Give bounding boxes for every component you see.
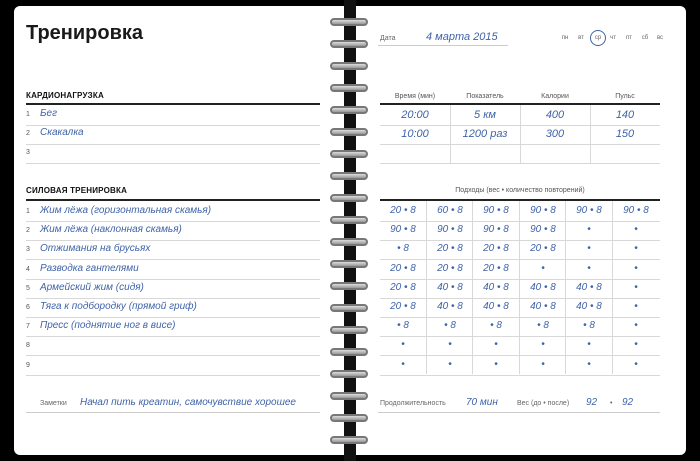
date-line xyxy=(378,45,508,46)
spiral-ring xyxy=(330,370,368,378)
set-cell[interactable]: 40 • 8 xyxy=(437,301,463,312)
row-line xyxy=(26,355,320,356)
cardio-row-name[interactable]: Скакалка xyxy=(40,127,84,138)
column-divider xyxy=(565,201,566,374)
row-line xyxy=(26,125,320,126)
set-cell[interactable]: 20 • 8 xyxy=(437,243,463,255)
cardio-cell-time[interactable]: 10:00 xyxy=(401,128,429,140)
strength-divider xyxy=(26,199,320,201)
strength-row-number: 6 xyxy=(26,304,30,311)
set-cell[interactable]: 40 • 8 xyxy=(437,281,463,293)
strength-row-name[interactable]: Тяга к подбородку (прямой гриф) xyxy=(40,301,197,312)
notes-value[interactable]: Начал пить креатин, самочувствие хорошее xyxy=(80,397,296,408)
row-line xyxy=(26,240,320,241)
cardio-cell-calories[interactable]: 400 xyxy=(545,109,565,121)
weekday-6[interactable]: вс xyxy=(656,35,664,41)
set-cell[interactable]: • xyxy=(448,358,452,370)
spiral-ring xyxy=(330,172,368,180)
date-label: Дата xyxy=(380,35,396,42)
row-line xyxy=(26,375,320,376)
set-cell[interactable]: • xyxy=(541,358,545,370)
row-line xyxy=(26,298,320,299)
spiral-ring xyxy=(330,40,368,48)
strength-row-number: 9 xyxy=(26,361,30,369)
cardio-row-name[interactable]: Бег xyxy=(40,108,58,119)
set-cell[interactable]: 40 • 8 xyxy=(576,281,602,293)
set-cell[interactable]: • 8 xyxy=(490,320,502,332)
weight-separator: • xyxy=(610,400,613,407)
set-cell[interactable]: 90 • 8 xyxy=(623,205,649,216)
set-cell[interactable]: • 8 xyxy=(583,320,595,332)
sets-header: Подходы (вес • количество повторений) xyxy=(455,187,585,194)
row-line xyxy=(380,163,660,164)
spiral-ring xyxy=(330,84,368,92)
spiral-ring xyxy=(330,392,368,400)
set-cell[interactable]: 20 • 8 xyxy=(390,301,416,312)
cardio-cell-pulse[interactable]: 140 xyxy=(615,109,635,121)
row-line xyxy=(26,144,320,145)
spiral-ring xyxy=(330,348,368,356)
row-line xyxy=(26,163,320,164)
weekday-3[interactable]: чт xyxy=(610,35,616,41)
spiral-ring xyxy=(330,414,368,422)
strength-row-number: 4 xyxy=(26,265,30,273)
row-line xyxy=(26,221,320,222)
row-line xyxy=(380,279,660,280)
row-line xyxy=(26,259,320,260)
cardio-section-title: КАРДИОНАГРУЗКА xyxy=(26,91,104,100)
strength-row-number: 7 xyxy=(26,323,30,331)
set-cell[interactable]: 20 • 8 xyxy=(483,262,509,274)
set-cell[interactable]: • xyxy=(634,281,638,293)
strength-row-name[interactable]: Армейский жим (сидя) xyxy=(40,281,144,293)
spiral-ring xyxy=(330,18,368,26)
strength-row-name[interactable]: Жим лёжа (наклонная скамья) xyxy=(40,224,182,236)
summary-line xyxy=(378,412,660,413)
set-cell[interactable]: • xyxy=(587,358,591,370)
column-divider xyxy=(426,201,427,374)
weekday-1[interactable]: вт xyxy=(578,35,584,41)
strength-row-name[interactable]: Жим лёжа (горизонтальная скамья) xyxy=(40,205,212,216)
spiral-ring xyxy=(330,194,368,202)
set-cell[interactable]: • xyxy=(401,358,405,370)
set-cell[interactable]: 40 • 8 xyxy=(530,301,556,312)
strength-row-name[interactable]: Пресс (поднятие ног в висе) xyxy=(40,320,176,332)
spiral-ring xyxy=(330,106,368,114)
cardio-row-number: 2 xyxy=(26,130,30,137)
weekday-4[interactable]: пт xyxy=(626,35,632,41)
cardio-cell-calories[interactable]: 300 xyxy=(545,128,565,140)
duration-label: Продолжительность xyxy=(380,400,446,407)
spiral-ring xyxy=(330,282,368,290)
set-cell[interactable]: • xyxy=(494,339,498,351)
spiral-ring xyxy=(330,260,368,268)
weight-after[interactable]: 92 xyxy=(622,397,634,408)
row-line xyxy=(26,317,320,318)
page-title: Тренировка xyxy=(26,22,144,44)
column-divider xyxy=(612,201,613,374)
set-cell[interactable]: 20 • 8 xyxy=(530,243,556,255)
cardio-cell-metric[interactable]: 5 км xyxy=(474,109,496,121)
set-cell[interactable]: 20 • 8 xyxy=(437,262,463,274)
row-line xyxy=(380,240,660,241)
set-cell[interactable]: 40 • 8 xyxy=(576,301,602,312)
strength-row-number: 3 xyxy=(26,246,30,254)
strength-section-title: СИЛОВАЯ ТРЕНИРОВКА xyxy=(26,186,128,195)
set-cell[interactable]: • xyxy=(634,224,638,236)
set-cell[interactable]: 20 • 8 xyxy=(483,243,509,255)
row-line xyxy=(380,355,660,356)
spiral-ring xyxy=(330,150,368,158)
row-line xyxy=(380,298,660,299)
spiral-ring xyxy=(330,304,368,312)
weekday-0[interactable]: пн xyxy=(561,35,569,41)
column-divider xyxy=(520,105,521,163)
notes-line xyxy=(26,412,320,413)
column-divider xyxy=(472,201,473,374)
set-cell[interactable]: 20 • 8 xyxy=(390,205,416,216)
set-cell[interactable]: • xyxy=(541,339,545,351)
cardio-divider xyxy=(26,103,320,105)
strength-row-name[interactable]: Разводка гантелями xyxy=(40,262,139,274)
duration-value[interactable]: 70 мин xyxy=(466,397,498,408)
cardio-col-header: Пульс xyxy=(615,93,635,100)
spiral-ring xyxy=(330,128,368,136)
cardio-row-number: 3 xyxy=(26,149,30,156)
weekday-2[interactable]: ср xyxy=(590,30,606,46)
set-cell[interactable]: • 8 xyxy=(444,320,456,332)
spiral-ring xyxy=(330,62,368,70)
set-cell[interactable]: • xyxy=(541,262,545,274)
set-cell[interactable]: 20 • 8 xyxy=(390,262,416,274)
set-cell[interactable]: • xyxy=(448,339,452,351)
row-line xyxy=(380,221,660,222)
set-cell[interactable]: • xyxy=(634,262,638,274)
row-line xyxy=(380,259,660,260)
set-cell[interactable]: 90 • 8 xyxy=(483,205,509,216)
set-cell[interactable]: • xyxy=(494,358,498,370)
strength-row-number: 2 xyxy=(26,227,30,235)
set-cell[interactable]: 20 • 8 xyxy=(390,281,416,293)
set-cell[interactable]: • xyxy=(587,339,591,351)
set-cell[interactable]: • 8 xyxy=(397,320,409,332)
column-divider xyxy=(450,105,451,163)
column-divider xyxy=(519,201,520,374)
strength-row-name[interactable]: Отжимания на брусьях xyxy=(40,243,151,255)
sets-table-divider xyxy=(380,199,660,201)
cardio-col-header: Показатель xyxy=(466,93,504,100)
date-value[interactable]: 4 марта 2015 xyxy=(426,31,498,43)
set-cell[interactable]: 90 • 8 xyxy=(576,205,602,216)
set-cell[interactable]: • 8 xyxy=(397,243,409,255)
set-cell[interactable]: • 8 xyxy=(537,320,549,332)
spiral-ring xyxy=(330,326,368,334)
spiral-ring xyxy=(330,216,368,224)
set-cell[interactable]: • xyxy=(587,243,591,255)
row-line xyxy=(26,336,320,337)
spiral-ring xyxy=(330,436,368,444)
set-cell[interactable]: 90 • 8 xyxy=(530,224,556,236)
weight-before[interactable]: 92 xyxy=(586,397,598,408)
strength-row-number: 5 xyxy=(26,284,30,292)
set-cell[interactable]: • xyxy=(587,224,591,236)
column-divider xyxy=(590,105,591,163)
spiral-ring xyxy=(330,238,368,246)
cardio-col-header: Время (мин) xyxy=(394,93,436,100)
row-line xyxy=(380,317,660,318)
set-cell[interactable]: • xyxy=(634,339,638,351)
cardio-cell-time[interactable]: 20:00 xyxy=(401,109,429,121)
set-cell[interactable]: • xyxy=(634,320,638,332)
set-cell[interactable]: 60 • 8 xyxy=(437,205,463,216)
notes-label: Заметки xyxy=(40,400,67,407)
set-cell[interactable]: • xyxy=(587,262,591,274)
strength-row-number: 8 xyxy=(26,342,30,350)
cardio-cell-pulse[interactable]: 150 xyxy=(615,128,635,140)
set-cell[interactable]: 40 • 8 xyxy=(483,281,509,293)
row-line xyxy=(380,336,660,337)
set-cell[interactable]: 90 • 8 xyxy=(483,224,509,236)
set-cell[interactable]: • xyxy=(401,339,405,351)
set-cell[interactable]: • xyxy=(634,301,638,312)
weight-label: Вес (до • после) xyxy=(517,400,570,407)
cardio-row-number: 1 xyxy=(26,111,30,118)
cardio-cell-metric[interactable]: 1200 раз xyxy=(462,128,508,140)
row-line xyxy=(380,375,660,376)
set-cell[interactable]: 40 • 8 xyxy=(483,301,509,312)
strength-row-number: 1 xyxy=(26,208,30,215)
weekday-5[interactable]: сб xyxy=(641,35,649,41)
cardio-col-header: Калории xyxy=(541,93,569,100)
set-cell[interactable]: 90 • 8 xyxy=(390,224,416,236)
row-line xyxy=(26,279,320,280)
set-cell[interactable]: • xyxy=(634,243,638,255)
set-cell[interactable]: 90 • 8 xyxy=(437,224,463,236)
set-cell[interactable]: 90 • 8 xyxy=(530,205,556,216)
set-cell[interactable]: • xyxy=(634,358,638,370)
set-cell[interactable]: 40 • 8 xyxy=(530,281,556,293)
